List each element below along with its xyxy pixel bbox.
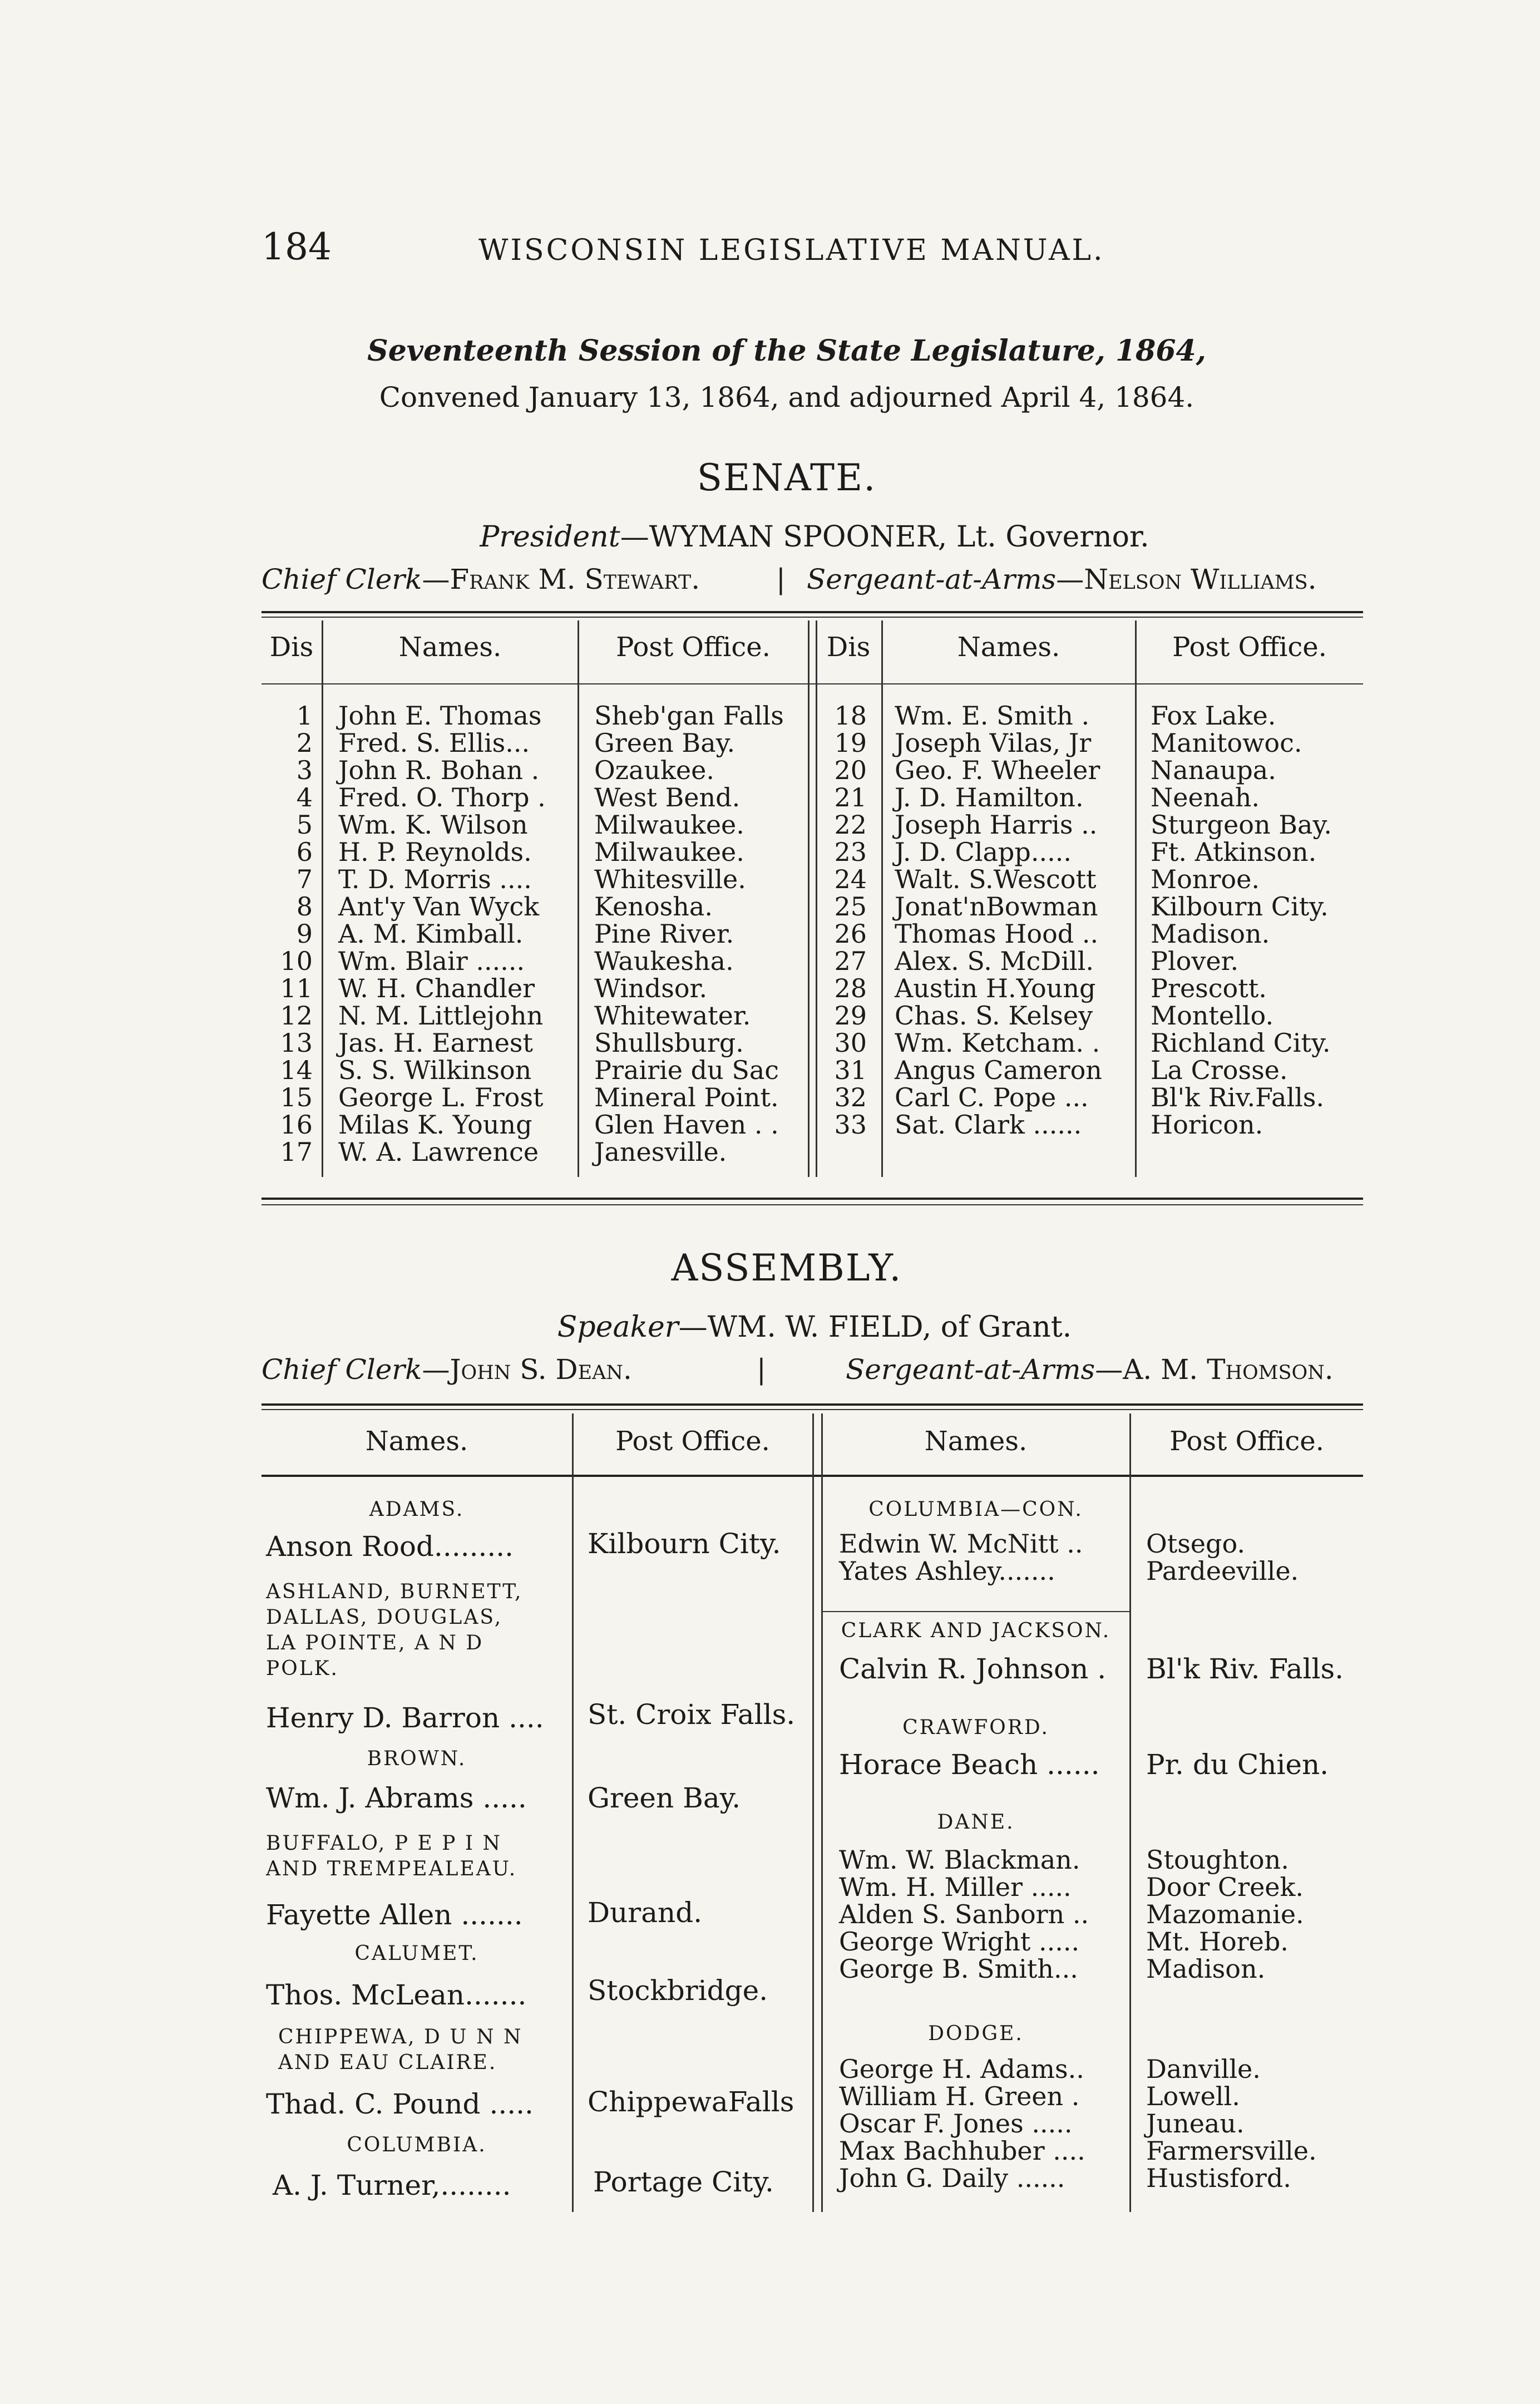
senator-post-office: Whitesville. bbox=[594, 864, 746, 894]
president-name: —WYMAN SPOONER, Lt. Governor. bbox=[620, 520, 1149, 554]
speaker-label: Speaker bbox=[557, 1311, 679, 1344]
senator-post-office: Milwaukee. bbox=[594, 837, 744, 867]
sergeant-label: Sergeant-at-Arms bbox=[807, 563, 1057, 595]
district-number: 24 bbox=[834, 864, 867, 894]
member-name: Anson Rood......... bbox=[266, 1530, 514, 1563]
senator-name: Geo. F. Wheeler bbox=[895, 755, 1100, 785]
district-number: 19 bbox=[834, 728, 867, 758]
senate-right-post-offices bbox=[1151, 702, 1332, 1139]
member-post-offices: Danville. Lowell. Juneau. Farmersville. Hustisford. bbox=[1146, 2054, 1317, 2193]
member-post-office: Pr. du Chien. bbox=[1146, 1748, 1329, 1781]
senator-name: Wm. K. Wilson bbox=[338, 810, 528, 840]
senator-name: J. D. Hamilton. bbox=[895, 782, 1084, 812]
member-names: George H. Adams.. William H. Green . Oscar F. Jones ..... Max Bachhuber .... John G. Daily ...... bbox=[839, 2054, 1085, 2193]
senator-post-office: Prairie du Sac bbox=[594, 1055, 779, 1085]
senator-post-office: Kenosha. bbox=[594, 891, 713, 922]
district-number: 9 bbox=[296, 919, 313, 949]
district-number: 7 bbox=[296, 864, 313, 894]
assembly-vline bbox=[572, 1413, 574, 2212]
senate-header-dis: Dis bbox=[826, 632, 871, 663]
county-heading: CRAWFORD. bbox=[902, 1716, 1049, 1739]
senate-sergeant bbox=[807, 563, 1316, 595]
senate-vline bbox=[1135, 620, 1137, 1177]
convened-line: Convened January 13, 1864, and adjourned April 4, 1864. bbox=[379, 381, 1195, 413]
senate-top-rule bbox=[261, 611, 1363, 613]
chief-clerk-name: —John S. Dean. bbox=[422, 1353, 632, 1386]
assembly-vline bbox=[1129, 1413, 1131, 2212]
senator-post-office: La Crosse. bbox=[1151, 1055, 1288, 1085]
chief-clerk-label: Chief Clerk bbox=[261, 1353, 422, 1386]
senator-name: George L. Frost bbox=[338, 1082, 544, 1112]
senator-post-office: Sheb'gan Falls bbox=[594, 701, 784, 731]
member-post-office: Green Bay. bbox=[588, 1782, 741, 1814]
divider-bar: | bbox=[776, 563, 786, 595]
district-number: 23 bbox=[834, 837, 867, 867]
speaker-name: —WM. W. FIELD, of Grant. bbox=[678, 1311, 1072, 1344]
county-heading: DODGE. bbox=[928, 2022, 1024, 2045]
sergeant-name: —Nelson Williams. bbox=[1056, 563, 1317, 595]
assembly-title: ASSEMBLY. bbox=[671, 1247, 902, 1289]
senate-bottom-rule-2 bbox=[261, 1204, 1363, 1205]
district-number: 4 bbox=[296, 782, 313, 812]
senator-post-office: Mineral Point. bbox=[594, 1082, 779, 1112]
assembly-header-names: Names. bbox=[924, 1426, 1028, 1457]
assembly-top-rule-2 bbox=[261, 1409, 1363, 1410]
senate-vline bbox=[881, 620, 883, 1177]
member-post-office: Bl'k Riv. Falls. bbox=[1146, 1653, 1344, 1685]
senator-post-office: West Bend. bbox=[594, 782, 741, 812]
senate-title: SENATE. bbox=[697, 456, 877, 499]
senator-name: Milas K. Young bbox=[338, 1110, 532, 1140]
district-number: 21 bbox=[834, 782, 867, 812]
chief-clerk-label: Chief Clerk bbox=[261, 563, 422, 595]
assembly-top-rule bbox=[261, 1403, 1363, 1406]
senator-post-office: Pine River. bbox=[594, 919, 734, 949]
running-head: WISCONSIN LEGISLATIVE MANUAL. bbox=[478, 234, 1105, 267]
senator-post-office: Richland City. bbox=[1151, 1028, 1331, 1058]
senator-post-office: Montello. bbox=[1151, 1001, 1274, 1031]
county-heading: ADAMS. bbox=[369, 1498, 465, 1521]
district-number: 20 bbox=[834, 755, 867, 785]
district-number: 32 bbox=[834, 1082, 867, 1112]
member-name: Calvin R. Johnson . bbox=[839, 1653, 1107, 1685]
senate-bottom-rule bbox=[261, 1198, 1363, 1200]
assembly-chief-clerk bbox=[261, 1353, 632, 1386]
senator-name: Jonat'nBowman bbox=[895, 891, 1098, 922]
senator-post-office: Neenah. bbox=[1151, 782, 1260, 812]
senator-name: John R. Bohan . bbox=[338, 755, 540, 785]
member-name: A. J. Turner,........ bbox=[273, 2169, 511, 2201]
district-number: 1 bbox=[296, 701, 313, 731]
senator-name: Chas. S. Kelsey bbox=[895, 1001, 1093, 1031]
district-number: 11 bbox=[280, 973, 313, 1003]
sergeant-label: Sergeant-at-Arms bbox=[846, 1353, 1095, 1386]
member-name: Thos. McLean....... bbox=[266, 1979, 527, 2011]
senator-name: Wm. Ketcham. . bbox=[895, 1028, 1100, 1058]
senator-name: Ant'y Van Wyck bbox=[338, 891, 540, 922]
district-number: 27 bbox=[834, 946, 867, 976]
district-number: 13 bbox=[280, 1028, 313, 1058]
district-number: 12 bbox=[280, 1001, 313, 1031]
member-post-offices: Stoughton. Door Creek. Mazomanie. Mt. Horeb. Madison. bbox=[1146, 1845, 1304, 1984]
senator-post-office: Prescott. bbox=[1151, 973, 1267, 1003]
senator-post-office: Fox Lake. bbox=[1151, 701, 1276, 731]
senator-name: Walt. S.Wescott bbox=[895, 864, 1097, 894]
senate-header-post-office: Post Office. bbox=[1172, 632, 1327, 663]
assembly-sergeant bbox=[846, 1353, 1334, 1386]
member-name: Wm. J. Abrams ..... bbox=[266, 1782, 527, 1814]
senator-name: H. P. Reynolds. bbox=[338, 837, 532, 867]
sub-rule bbox=[822, 1611, 1129, 1612]
senate-header-names: Names. bbox=[957, 632, 1060, 663]
district-number: 3 bbox=[296, 755, 313, 785]
member-names: Edwin W. McNitt .. Yates Ashley....... bbox=[839, 1529, 1083, 1586]
county-heading: CALUMET. bbox=[354, 1942, 479, 1965]
session-title: Seventeenth Session of the State Legislature, 1864, bbox=[367, 334, 1206, 368]
senator-post-office: Madison. bbox=[1151, 919, 1270, 949]
district-number: 10 bbox=[280, 946, 313, 976]
senator-name: A. M. Kimball. bbox=[338, 919, 524, 949]
member-post-offices: Otsego. Pardeeville. bbox=[1146, 1529, 1299, 1586]
senate-top-rule-2 bbox=[261, 617, 1363, 618]
assembly-vline bbox=[812, 1413, 814, 2212]
district-number: 14 bbox=[280, 1055, 313, 1085]
assembly-speaker bbox=[0, 1311, 1540, 1344]
senate-right-names bbox=[895, 702, 1102, 1139]
district-number: 33 bbox=[834, 1110, 867, 1140]
senator-post-office: Ozaukee. bbox=[594, 755, 714, 785]
senate-header-rule bbox=[261, 683, 1363, 684]
assembly-header-post-office: Post Office. bbox=[1169, 1426, 1324, 1457]
senator-post-office: Green Bay. bbox=[594, 728, 736, 758]
member-names: Wm. W. Blackman. Wm. H. Miller ..... Alden S. Sanborn .. George Wright ..... George B. Smith... bbox=[839, 1845, 1089, 1984]
sergeant-name: —A. M. Thomson. bbox=[1095, 1353, 1334, 1386]
senator-post-office: Horicon. bbox=[1151, 1110, 1263, 1140]
chief-clerk-name: —Frank M. Stewart. bbox=[422, 563, 700, 595]
senator-name: Thomas Hood .. bbox=[895, 919, 1099, 949]
senator-post-office: Janesville. bbox=[594, 1137, 727, 1167]
county-heading: ASHLAND, BURNETT, DALLAS, DOUGLAS, LA POINTE, A N D POLK. bbox=[266, 1580, 523, 1680]
senator-post-office: Manitowoc. bbox=[1151, 728, 1302, 758]
senator-name: W. A. Lawrence bbox=[338, 1137, 539, 1167]
senator-name: Austin H.Young bbox=[895, 973, 1096, 1003]
divider-bar: | bbox=[757, 1353, 766, 1386]
county-heading: DANE. bbox=[937, 1811, 1015, 1834]
senator-name: Wm. E. Smith . bbox=[895, 701, 1090, 731]
district-number: 30 bbox=[834, 1028, 867, 1058]
senator-post-office: Kilbourn City. bbox=[1151, 891, 1329, 922]
senator-post-office: Shullsburg. bbox=[594, 1028, 744, 1058]
senator-name: Angus Cameron bbox=[895, 1055, 1102, 1085]
member-name: Henry D. Barron .... bbox=[266, 1702, 544, 1734]
district-number: 15 bbox=[280, 1082, 313, 1112]
district-number: 25 bbox=[834, 891, 867, 922]
county-heading: COLUMBIA—CON. bbox=[868, 1498, 1083, 1521]
district-number: 26 bbox=[834, 919, 867, 949]
district-number: 17 bbox=[280, 1137, 313, 1167]
member-name: Horace Beach ...... bbox=[839, 1748, 1100, 1781]
senator-post-office: Glen Haven . . bbox=[594, 1110, 779, 1140]
senator-post-office: Monroe. bbox=[1151, 864, 1260, 894]
district-number: 16 bbox=[280, 1110, 313, 1140]
member-post-office: ChippewaFalls bbox=[588, 2086, 794, 2118]
district-number: 5 bbox=[296, 810, 313, 840]
senator-post-office: Sturgeon Bay. bbox=[1151, 810, 1332, 840]
county-heading: CHIPPEWA, D U N N AND EAU CLAIRE. bbox=[278, 2026, 523, 2074]
member-post-office: Portage City. bbox=[593, 2166, 774, 2198]
senator-post-office: Windsor. bbox=[594, 973, 708, 1003]
county-heading: BROWN. bbox=[367, 1747, 467, 1770]
county-heading: COLUMBIA. bbox=[347, 2134, 487, 2156]
district-number: 2 bbox=[296, 728, 313, 758]
senate-left-districts bbox=[261, 702, 313, 1166]
senator-name: J. D. Clapp..... bbox=[895, 837, 1072, 867]
senator-name: Joseph Harris .. bbox=[895, 810, 1098, 840]
county-heading: BUFFALO, P E P I N AND TREMPEALEAU. bbox=[266, 1832, 517, 1880]
district-number: 18 bbox=[834, 701, 867, 731]
senator-post-office: Milwaukee. bbox=[594, 810, 744, 840]
senator-name: Wm. Blair ...... bbox=[338, 946, 525, 976]
senator-name: Alex. S. McDill. bbox=[895, 946, 1094, 976]
senator-name: Fred. S. Ellis... bbox=[338, 728, 530, 758]
senator-name: W. H. Chandler bbox=[338, 973, 535, 1003]
senator-post-office: Ft. Atkinson. bbox=[1151, 837, 1317, 867]
senator-name: T. D. Morris .... bbox=[338, 864, 532, 894]
page-number: 184 bbox=[261, 225, 332, 268]
member-name: Fayette Allen ....... bbox=[266, 1899, 523, 1931]
senator-name: Sat. Clark ...... bbox=[895, 1110, 1082, 1140]
senator-post-office: Waukesha. bbox=[594, 946, 734, 976]
district-number: 29 bbox=[834, 1001, 867, 1031]
senate-left-names bbox=[338, 702, 546, 1166]
member-post-office: St. Croix Falls. bbox=[588, 1698, 796, 1731]
senator-post-office: Bl'k Riv.Falls. bbox=[1151, 1082, 1325, 1112]
member-post-office: Durand. bbox=[588, 1896, 703, 1929]
county-heading: CLARK AND JACKSON. bbox=[841, 1619, 1111, 1642]
senator-name: Joseph Vilas, Jr bbox=[895, 728, 1092, 758]
member-post-office: Stockbridge. bbox=[588, 1974, 768, 2007]
senator-name: Fred. O. Thorp . bbox=[338, 782, 546, 812]
president-label: President bbox=[480, 520, 620, 554]
senate-president bbox=[0, 520, 1540, 554]
senate-vline bbox=[808, 620, 810, 1177]
senate-vline bbox=[578, 620, 579, 1177]
senator-name: John E. Thomas bbox=[338, 701, 542, 731]
district-number: 22 bbox=[834, 810, 867, 840]
senator-name: S. S. Wilkinson bbox=[338, 1055, 532, 1085]
senator-post-office: Nanaupa. bbox=[1151, 755, 1276, 785]
senator-name: Carl C. Pope ... bbox=[895, 1082, 1089, 1112]
district-number: 28 bbox=[834, 973, 867, 1003]
senate-header-names: Names. bbox=[398, 632, 502, 663]
senate-vline bbox=[322, 620, 323, 1177]
senate-header-dis: Dis bbox=[269, 632, 314, 663]
senate-left-post-offices bbox=[594, 702, 784, 1166]
senate-header-post-office: Post Office. bbox=[616, 632, 771, 663]
senate-right-districts bbox=[816, 702, 867, 1139]
district-number: 31 bbox=[834, 1055, 867, 1085]
district-number: 8 bbox=[296, 891, 313, 922]
member-name: Thad. C. Pound ..... bbox=[266, 2088, 534, 2120]
senator-name: N. M. Littlejohn bbox=[338, 1001, 544, 1031]
assembly-header-post-office: Post Office. bbox=[615, 1426, 770, 1457]
senator-post-office: Whitewater. bbox=[594, 1001, 751, 1031]
member-post-office: Kilbourn City. bbox=[588, 1528, 781, 1560]
district-number: 6 bbox=[296, 837, 313, 867]
senate-chief-clerk bbox=[261, 563, 700, 595]
senator-post-office: Plover. bbox=[1151, 946, 1239, 976]
assembly-header-names: Names. bbox=[365, 1426, 468, 1457]
senator-name: Jas. H. Earnest bbox=[338, 1028, 534, 1058]
